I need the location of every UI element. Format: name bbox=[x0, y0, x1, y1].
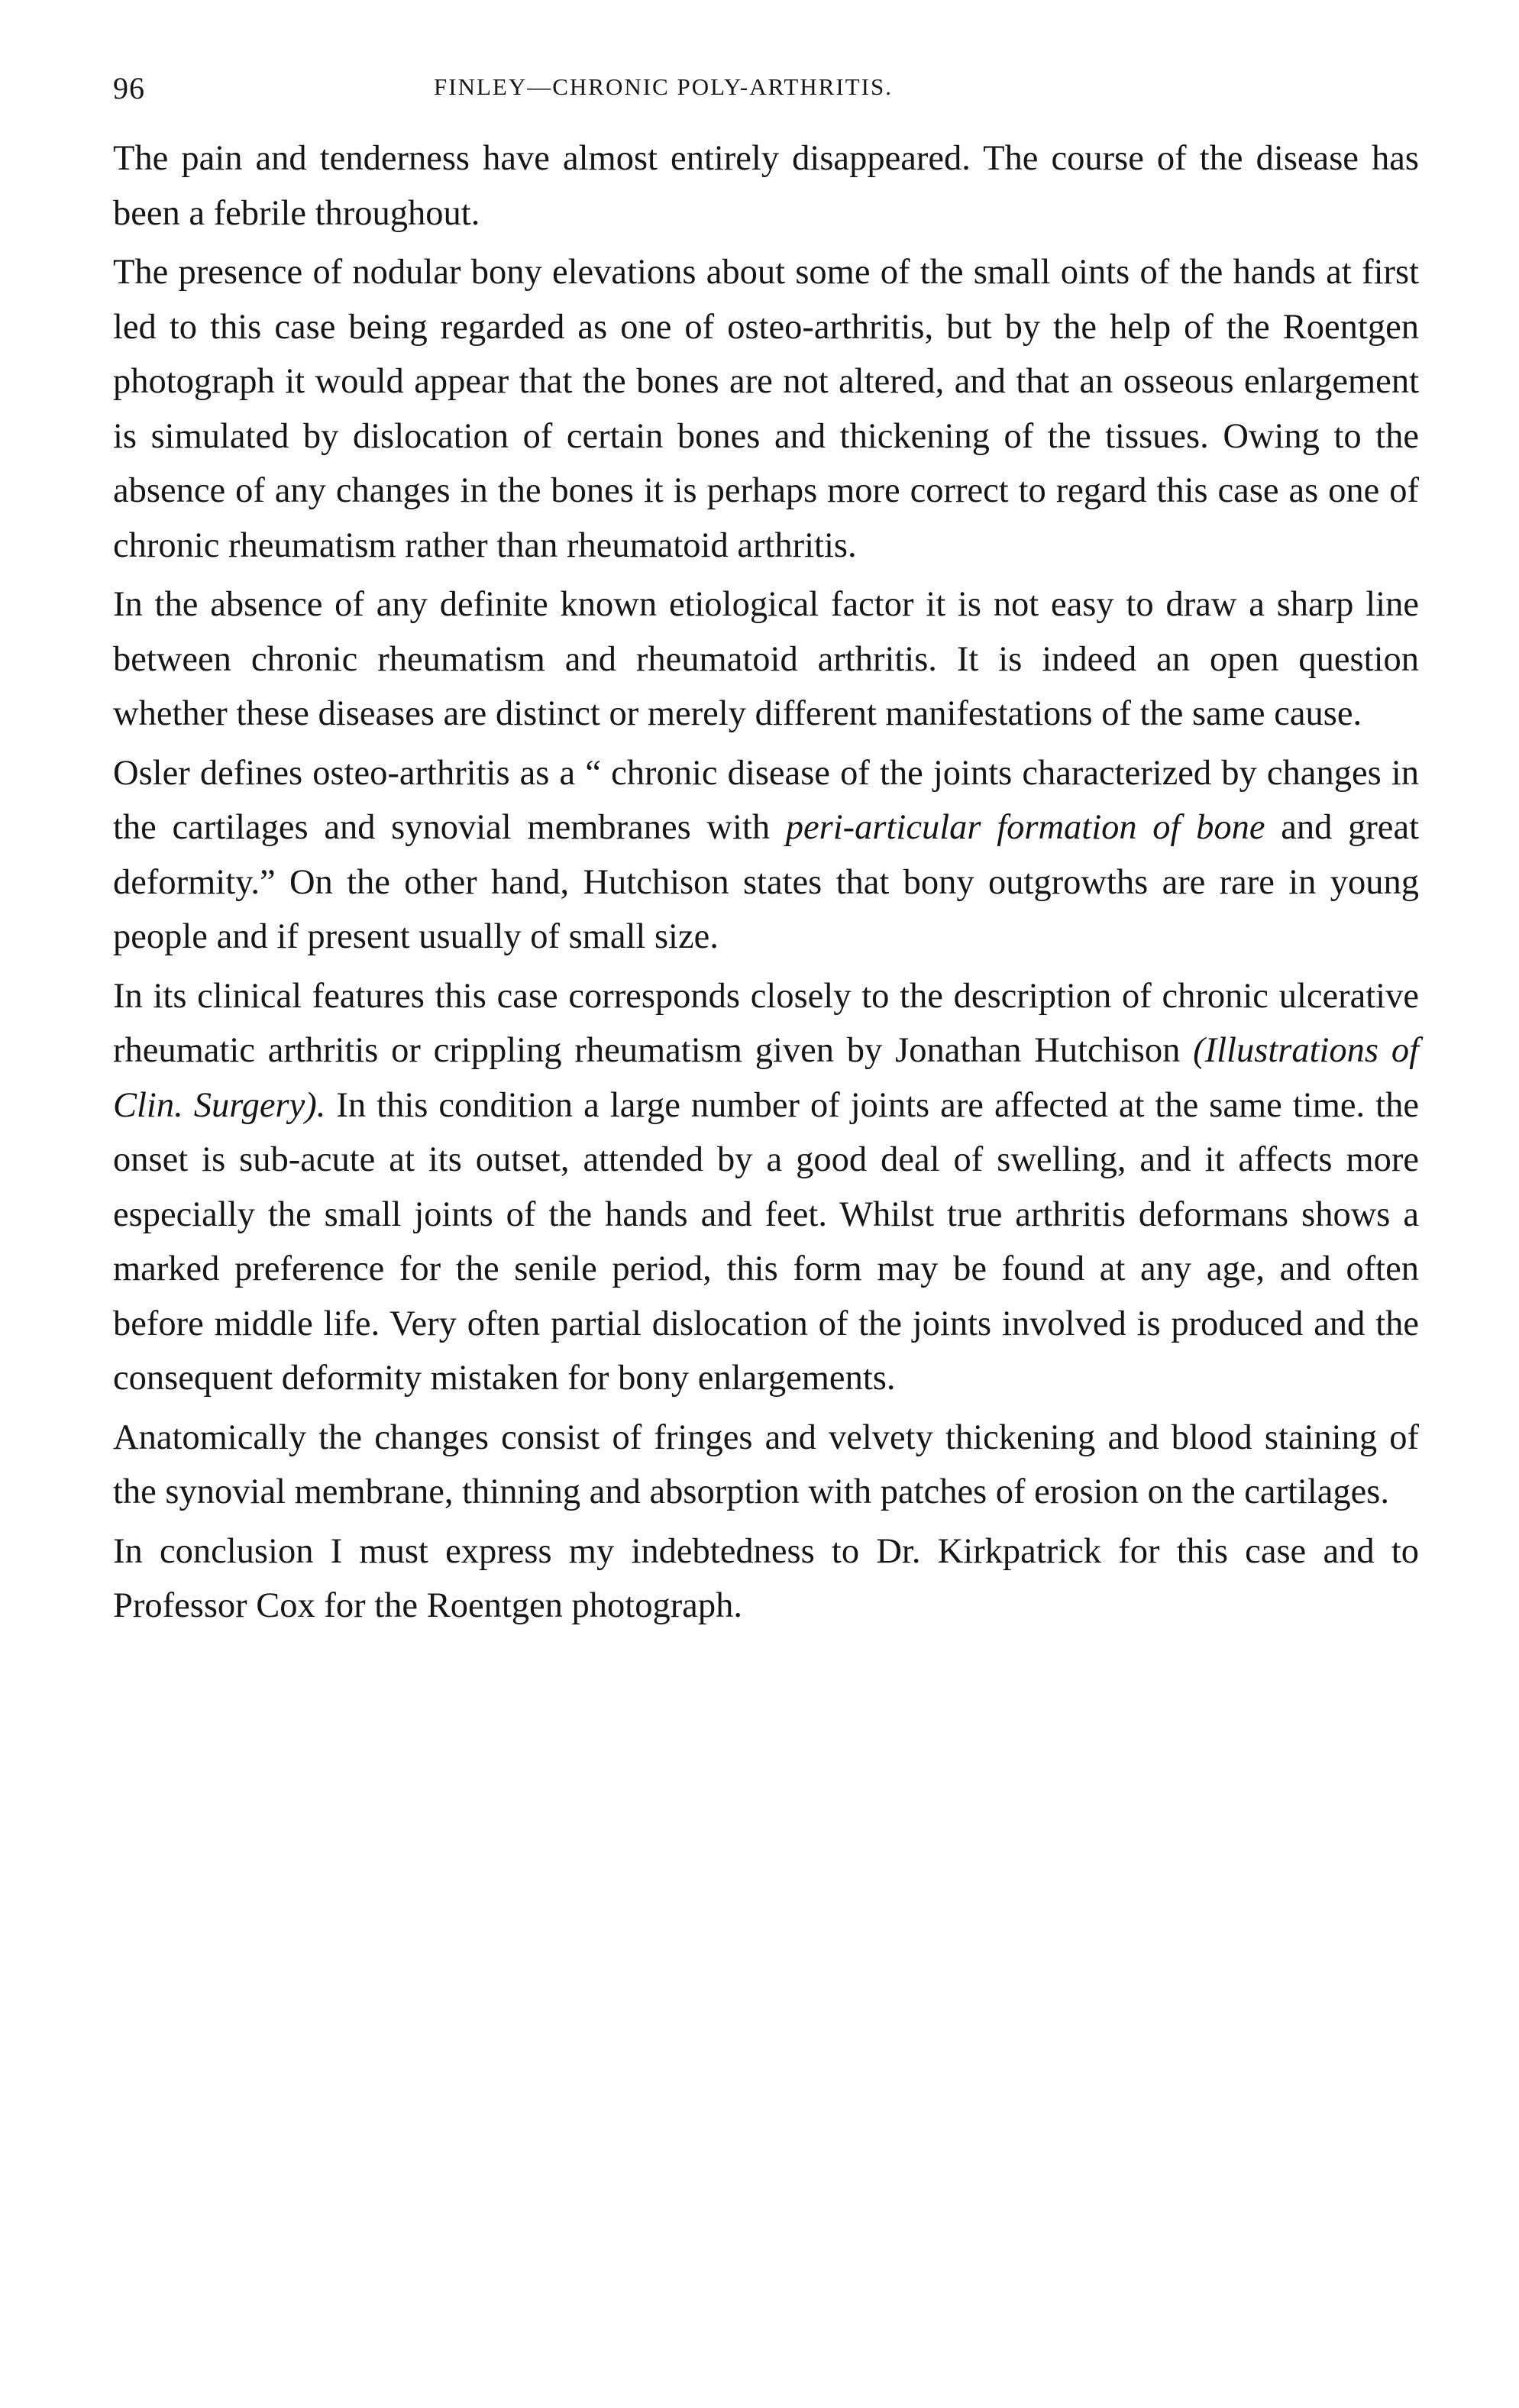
paragraph-1: The pain and tenderness have almost entirely disappeared. The course of the disease has been a febrile throughout. bbox=[113, 139, 1419, 233]
running-head: FINLEY—CHRONIC POLY-ARTHRITIS. bbox=[434, 73, 893, 100]
paragraph-2: The presence of nodular bony elevations about some of the small oints of the hands at first led to this case being regarded as one of osteo-arthritis, but by the help of the Roentgen photograph it would appear that the bones are not altered, and that an osseous enlargement is simulated by dislocation of certain bones and thickening of the tissues. Owing to the absence of any changes in the bones it is perhaps more correct to regard this case as one of chronic rheumatism rather than rheumatoid arthritis. bbox=[113, 253, 1419, 565]
paragraph-5-text-before: In its clinical features this case corresponds closely to the description of chronic ulcerative rheumatic arthritis or crippling rheumatism given by Jonathan Hutchison bbox=[113, 976, 1419, 1070]
paragraph-3: In the absence of any definite known etiological factor it is not easy to draw a sharp line between chronic rheumatism and rheumatoid arthritis. It is indeed an open question whether these diseases are distinct or merely different manifestations of the same cause. bbox=[113, 585, 1419, 733]
paragraph-7: In conclusion I must express my indebtedness to Dr. Kirkpatrick for this case and to Professor Cox for the Roentgen photograph. bbox=[113, 1531, 1419, 1625]
paragraph-5 bbox=[113, 969, 1419, 1406]
paragraph-4-text-after: and great deformity.” On the other hand, Hutchison states that bony outgrowths are rare in young people and if present usually of small size. bbox=[113, 808, 1419, 956]
page-header bbox=[113, 70, 1419, 131]
paragraph-4 bbox=[113, 746, 1419, 965]
paragraph-4-italic-quote: peri-articular formation of bone bbox=[785, 808, 1265, 847]
page bbox=[113, 70, 1419, 1634]
paragraph-6: Anatomically the changes consist of fringes and velvety thickening and blood staining of the synovial membrane, thinning and absorption with patches of erosion on the cartilages. bbox=[113, 1417, 1419, 1511]
paragraph-5-italic-citation: (Illustrations of Clin. Surgery). bbox=[113, 1031, 1419, 1125]
paragraph-4-text-before: Osler defines osteo-arthritis as a “ chronic disease of the joints characterized by changes in the cartilages and synovial membranes with bbox=[113, 753, 1419, 847]
page-number: 96 bbox=[113, 71, 145, 105]
paragraph-5-text-after: In this condition a large number of joints are affected at the same time. the onset is sub-acute at its outset, attended by a good deal of swelling, and it affects more especially the small joints of the hands and feet. Whilst true arthritis deformans shows a marked preference for the senile period, this form may be found at any age, and often before middle life. Very often partial dislocation of the joints involved is produced and the consequent deformity mistaken for bony enlargements. bbox=[113, 1085, 1419, 1398]
